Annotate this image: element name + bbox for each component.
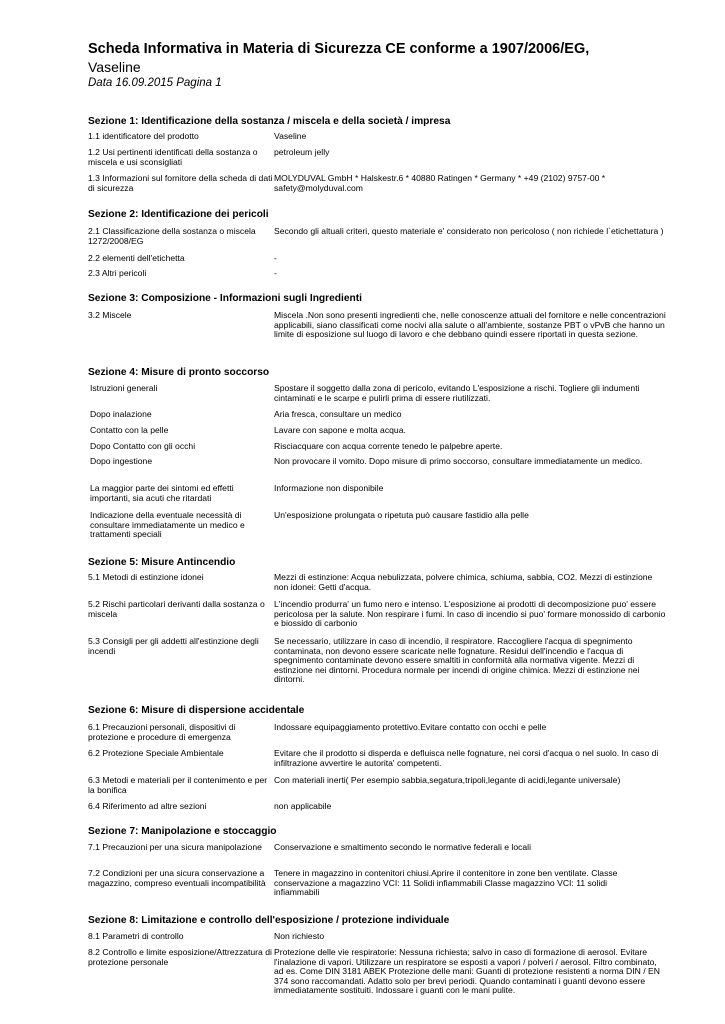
section-8-title: Sezione 8: Limitazione e controllo dell'esposizione / protezione individuale (88, 915, 450, 926)
row-value: Miscela .Non sono presenti ingredienti che, nelle conoscenze attuali del fornitore e nelle concentrazioni applicabili, siano classificati come nocivi alla salute o all'ambiente, sostanze PBT o vPvB che hanno un limite di esposizione sul luogo di lavoro e che debbano quindi essere riportati in questa sezione. (274, 310, 666, 339)
row-label: 5.2 Rischi particolari derivanti dalla sostanza o miscela (88, 599, 265, 619)
row-label: 7.2 Condizioni per una sicura conservazione a magazzino, compreso eventuali incompatibilità (88, 868, 266, 888)
row-value: Non richiesto (274, 931, 325, 941)
row-label: 1.3 Informazioni sul fornitore della scheda di dati di sicurezza (88, 173, 273, 193)
section-2-title: Sezione 2: Identificazione dei pericoli (88, 209, 269, 220)
section-3-title: Sezione 3: Composizione - Informazioni sugli Ingredienti (88, 293, 362, 304)
row-label: 6.2 Protezione Speciale Ambientale (88, 748, 224, 758)
row-label: Dopo Contatto con gli occhi (90, 441, 196, 451)
row-value: MOLYDUVAL GmbH * Halskestr.6 * 40880 Ratingen * Germany * +49 (2102) 9757-00 * safety@molyduval.com (274, 173, 606, 193)
row-label: 5.3 Consigli per gli addetti all'estinzione degli incendi (88, 636, 259, 656)
row-label: 7.1 Precauzioni per una sicura manipolazione (88, 842, 262, 852)
row-value: Non provocare il vomito. Dopo misure di primo soccorso, consultare immediatamente un medico. (274, 456, 643, 466)
row-label: 2.2 elementi dell'etichetta (88, 253, 185, 263)
row-value: Protezione delle vie respiratorie: Nessuna richiesta; salvo in caso di formazione di aerosol. Evitare l'inalazione di vapori. Utilizzare un respiratore se esposti a vapori / polveri / aerosol. Filtro combinato, ad es. Come DIN 3181 ABEK Protezione delle mani: Guanti di protezione resistenti a norma DIN / EN 374 sono raccomandati. Adatto solo per brevi periodi. Quando contaminati i guanti devono essere immediatamente sostituiti. Indossare i guanti con le mani pulite. (274, 947, 660, 995)
row-value: Vaseline (274, 131, 307, 141)
row-value: Risciacquare con acqua corrente tenedo le palpebre aperte. (274, 441, 503, 451)
row-label: 8.1 Parametri di controllo (88, 931, 184, 941)
row-value: Indossare equipaggiamento protettivo.Evitare contatto con occhi e pelle (274, 722, 547, 732)
row-label: 1.1 identificatore del prodotto (88, 131, 199, 141)
row-value: Un'esposizione prolungata o ripetuta può causare fastidio alla pelle (274, 510, 529, 520)
row-value: L'incendio produrra' un fumo nero e intenso. L'esposizione ai prodotti di decomposizione puo' essere pericolosa per la salute. Non respirare i fumi. In caso di incendio si puo' formare monossido di carbonio e biossido di carbonio (274, 599, 666, 628)
row-label: La maggior parte dei sintomi ed effetti importanti, sia acuti che ritardati (90, 483, 234, 503)
row-value: - (274, 253, 277, 263)
row-value: non applicabile (274, 801, 332, 811)
section-4-title: Sezione 4: Misure di pronto soccorso (88, 367, 270, 378)
document-title: Scheda Informativa in Materia di Sicurezza CE conforme a 1907/2006/EG, (88, 41, 590, 57)
row-value: Secondo gli altuali criteri, questo materiale e' considerato non pericoloso ( non richiede l`etichettatura ) (274, 226, 664, 236)
row-label: 3.2 Miscele (88, 310, 132, 320)
section-7-title: Sezione 7: Manipolazione e stoccaggio (88, 826, 277, 837)
row-label: 2.1 Classificazione della sostanza o miscela 1272/2008/EG (88, 226, 256, 246)
row-label: Dopo inalazione (90, 409, 152, 419)
row-label: Contatto con la pelle (90, 425, 169, 435)
row-label: 6.4 Riferimento ad altre sezioni (88, 801, 207, 811)
row-value: Spostare il soggetto dalla zona di pericolo, evitando L'esposizione a rischi. Togliere gli indumenti cintaminati e le scarpe e pulirli prima di essere riutilizzati. (274, 383, 640, 403)
row-label: 1.2 Usi pertinenti identificati della sostanza o miscela e usi sconsigliati (88, 147, 258, 167)
section-1-title: Sezione 1: Identificazione della sostanza / miscela e della società / impresa (88, 116, 451, 127)
row-label: Dopo ingestione (90, 456, 153, 466)
row-value: Con materiali inerti( Per esempio sabbia,segatura,tripoli,legante di acidi,legante universale) (274, 775, 621, 785)
section-6-title: Sezione 6: Misure di dispersione accidentale (88, 705, 305, 716)
date-page-line: Data 16.09.2015 Pagina 1 (88, 77, 222, 89)
row-value: Aria fresca, consultare un medico (274, 409, 402, 419)
row-value: Se necessario, utilizzare in caso di incendio, il respiratore. Raccogliere l'acqua di spegnimento contaminata, non devono essere scaricate nelle fognature. Residui dell'incendio e l'acqua di spegnimento contaminate devono essere smaltiti in conformità alla normativa vigente. Mezzi di estinzione nei dintorni. Procedura normale per incendi di origine chimica. Mezzi di estinzione nei dintorni. (274, 636, 640, 684)
row-value: - (274, 268, 277, 278)
row-value: Evitare che il prodotto si disperda e defluisca nelle fognature, nei corsi d'acqua o nel suolo. In caso di infiltrazione avvertire le autorita' competenti. (274, 748, 659, 768)
row-label: Istruzioni generali (90, 383, 158, 393)
row-value: Conservazione e smaltimento secondo le normative federali e locali (274, 842, 531, 852)
row-label: Indicazione della eventuale necessità di consultare immediatamente un medico e trattamenti speciali (90, 510, 245, 539)
product-name: Vaseline (88, 59, 141, 75)
row-value: petroleum jelly (274, 147, 330, 157)
row-label: 5.1 Metodi di estinzione idonei (88, 572, 204, 582)
row-label: 6.3 Metodi e materiali per il contenimento e per la bonifica (88, 775, 268, 795)
row-value: Mezzi di estinzione: Acqua nebulizzata, polvere chimica, schiuma, sabbia, CO2. Mezzi di estinzione non idonei: Getti d'acqua. (274, 572, 653, 592)
row-value: Lavare con sapone e molta acqua. (274, 425, 406, 435)
section-5-title: Sezione 5: Misure Antincendio (88, 557, 236, 568)
row-label: 8.2 Controllo e limite esposizione/Attrezzatura di protezione personale (88, 947, 272, 967)
row-value: Informazione non disponibile (274, 483, 384, 493)
row-label: 2.3 Altri pericoli (88, 268, 147, 278)
row-label: 6.1 Precauzioni personali, dispositivi di protezione e procedure di emergenza (88, 722, 236, 742)
row-value: Tenere in magazzino in contenitori chiusi.Aprire il contenitore in zone ben ventilate. Classe conservazione a magazzino VCI: 11 Solidi infiammabili Classe magazzino VCI: 11 solidi infiammabili (274, 868, 618, 897)
